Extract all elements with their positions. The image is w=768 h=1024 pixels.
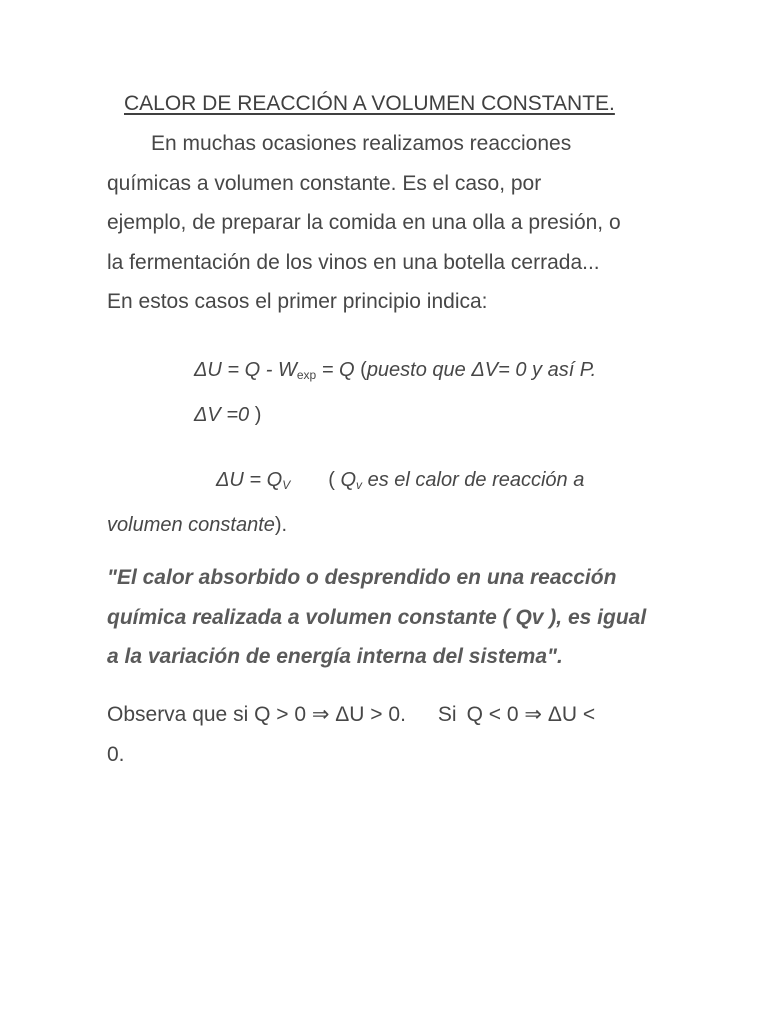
formula-q-subscript: v — [356, 478, 363, 492]
paragraph-line: químicas a volumen constante. Es el caso, por — [107, 171, 542, 195]
formula-q: Q — [340, 469, 357, 491]
formula-middle: = Q — [316, 359, 361, 381]
formula-close: ). — [274, 514, 288, 536]
quote-line: "El calor absorbido o desprendido en una reacción — [107, 566, 617, 589]
formula-continuation: ΔV =0 — [194, 404, 255, 426]
paragraph-line: En estos casos el primer principio indica: — [107, 290, 488, 313]
heat-constant-volume-formula — [107, 460, 667, 545]
paragraph-line: ejemplo, de preparar la comida en una olla a presión, o — [107, 211, 621, 234]
formula-open-paren: ( — [328, 469, 341, 491]
formula-open-paren: ( — [360, 359, 367, 381]
formula-note: puesto que ΔV= 0 y así P. — [366, 359, 597, 381]
observation-line: 0. — [107, 743, 125, 766]
quote-line: química realizada a volumen constante ( Qv ), es igual — [107, 605, 647, 629]
observation-part: Observa que si Q > 0 ⇒ ΔU > 0. — [107, 703, 406, 726]
paragraph-line: la fermentación de los vinos en una botella cerrada... — [107, 250, 600, 274]
observation-part: Si — [437, 703, 457, 726]
formula-lhs: ΔU = Q — [216, 469, 283, 491]
formula-subscript: V — [282, 478, 291, 492]
first-law-formula — [194, 350, 664, 435]
formula-close-paren: ) — [254, 404, 262, 426]
formula-lhs: ΔU = Q - W — [194, 359, 297, 381]
observation-part: Q < 0 ⇒ ΔU < — [466, 703, 596, 726]
formula-note: es el calor de reacción a — [362, 469, 585, 491]
paragraph-line: En muchas ocasiones realizamos reacciones — [151, 132, 572, 155]
formula-continuation: volumen constante — [107, 514, 275, 536]
document-title: CALOR DE REACCIÓN A VOLUMEN CONSTANTE. — [124, 92, 615, 115]
definition-quote — [107, 558, 667, 677]
formula-subscript: exp — [296, 368, 317, 382]
observation-paragraph — [107, 695, 667, 775]
intro-paragraph — [107, 124, 667, 322]
quote-line: a la variación de energía interna del sistema". — [107, 645, 563, 668]
